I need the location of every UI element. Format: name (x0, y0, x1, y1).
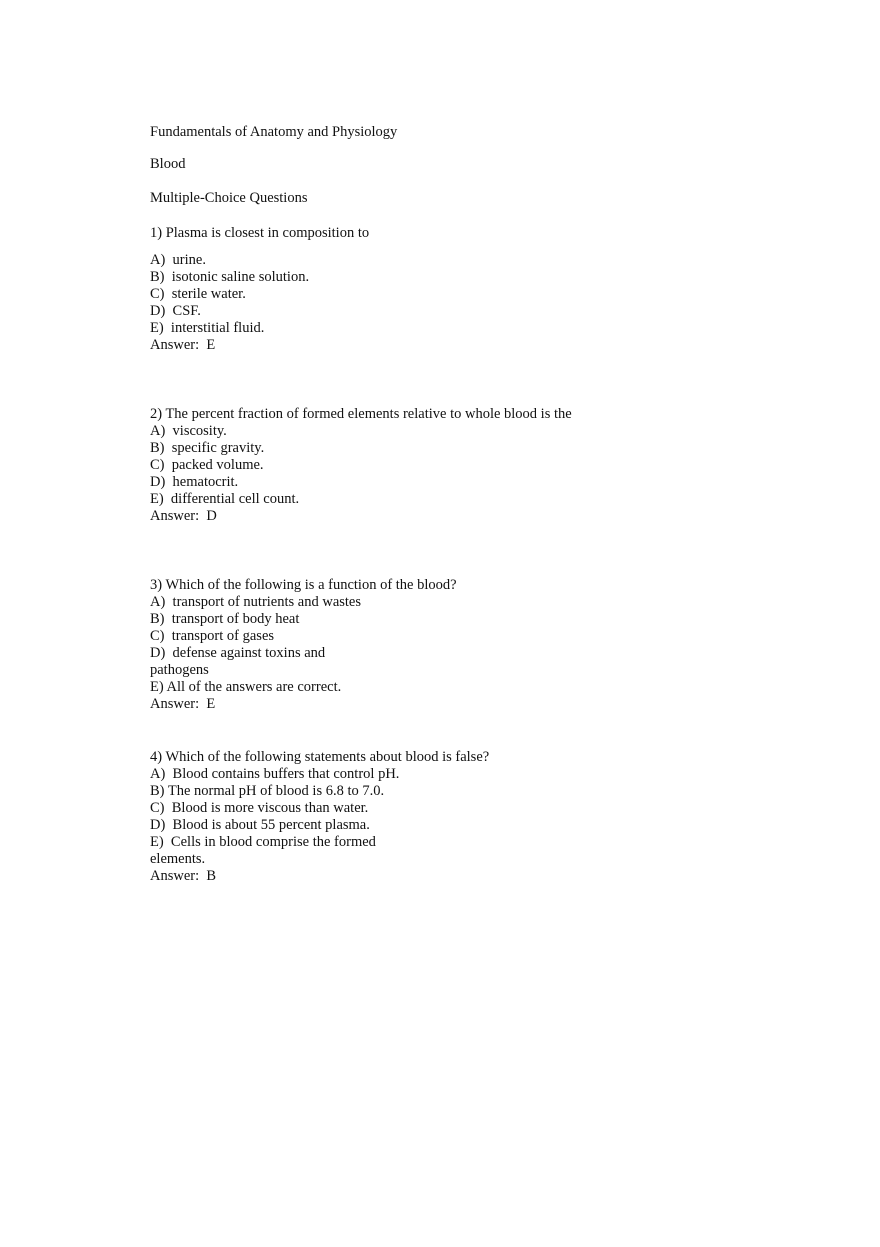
answer-option: B) isotonic saline solution. (150, 269, 310, 285)
chapter-heading: Blood (150, 156, 186, 172)
answer-key: Answer: D (150, 508, 217, 524)
question-stem: 4) Which of the following statements about blood is false? (150, 749, 490, 765)
question-3 (150, 577, 770, 713)
answer-option: A) transport of nutrients and wastes (150, 594, 362, 610)
spacer (150, 354, 770, 406)
spacer (150, 713, 770, 749)
answer-key: Answer: E (150, 337, 216, 353)
answer-option: E) Cells in blood comprise the formed (150, 834, 376, 850)
document-body (150, 124, 770, 885)
answer-option: D) hematocrit. (150, 474, 239, 490)
question-stem: 3) Which of the following is a function of the blood? (150, 577, 457, 593)
answer-option: E) differential cell count. (150, 491, 300, 507)
answer-option: E) interstitial fluid. (150, 320, 265, 336)
section-heading: Multiple-Choice Questions (150, 190, 308, 206)
answer-option: C) Blood is more viscous than water. (150, 800, 369, 816)
question-4 (150, 749, 770, 885)
answer-option: C) sterile water. (150, 286, 246, 302)
answer-option: E) All of the answers are correct. (150, 679, 342, 695)
spacer (150, 525, 770, 577)
answer-option: B) specific gravity. (150, 440, 265, 456)
answer-option: A) viscosity. (150, 423, 227, 439)
answer-option: C) packed volume. (150, 457, 264, 473)
answer-option: D) CSF. (150, 303, 201, 319)
answer-option: A) urine. (150, 252, 206, 268)
question-stem: 1) Plasma is closest in composition to (150, 225, 370, 241)
answer-option: D) defense against toxins and (150, 645, 326, 661)
answer-key: Answer: E (150, 696, 216, 712)
answer-option: elements. (150, 851, 206, 867)
answer-option: pathogens (150, 662, 209, 678)
answer-option: B) transport of body heat (150, 611, 300, 627)
question-1 (150, 225, 770, 354)
answer-option: A) Blood contains buffers that control pH. (150, 766, 400, 782)
answer-option: D) Blood is about 55 percent plasma. (150, 817, 370, 833)
question-2 (150, 406, 770, 525)
course-title: Fundamentals of Anatomy and Physiology (150, 124, 398, 140)
answer-key: Answer: B (150, 868, 217, 884)
answer-option: B) The normal pH of blood is 6.8 to 7.0. (150, 783, 385, 799)
question-stem: 2) The percent fraction of formed elements relative to whole blood is the (150, 406, 572, 422)
answer-option: C) transport of gases (150, 628, 275, 644)
